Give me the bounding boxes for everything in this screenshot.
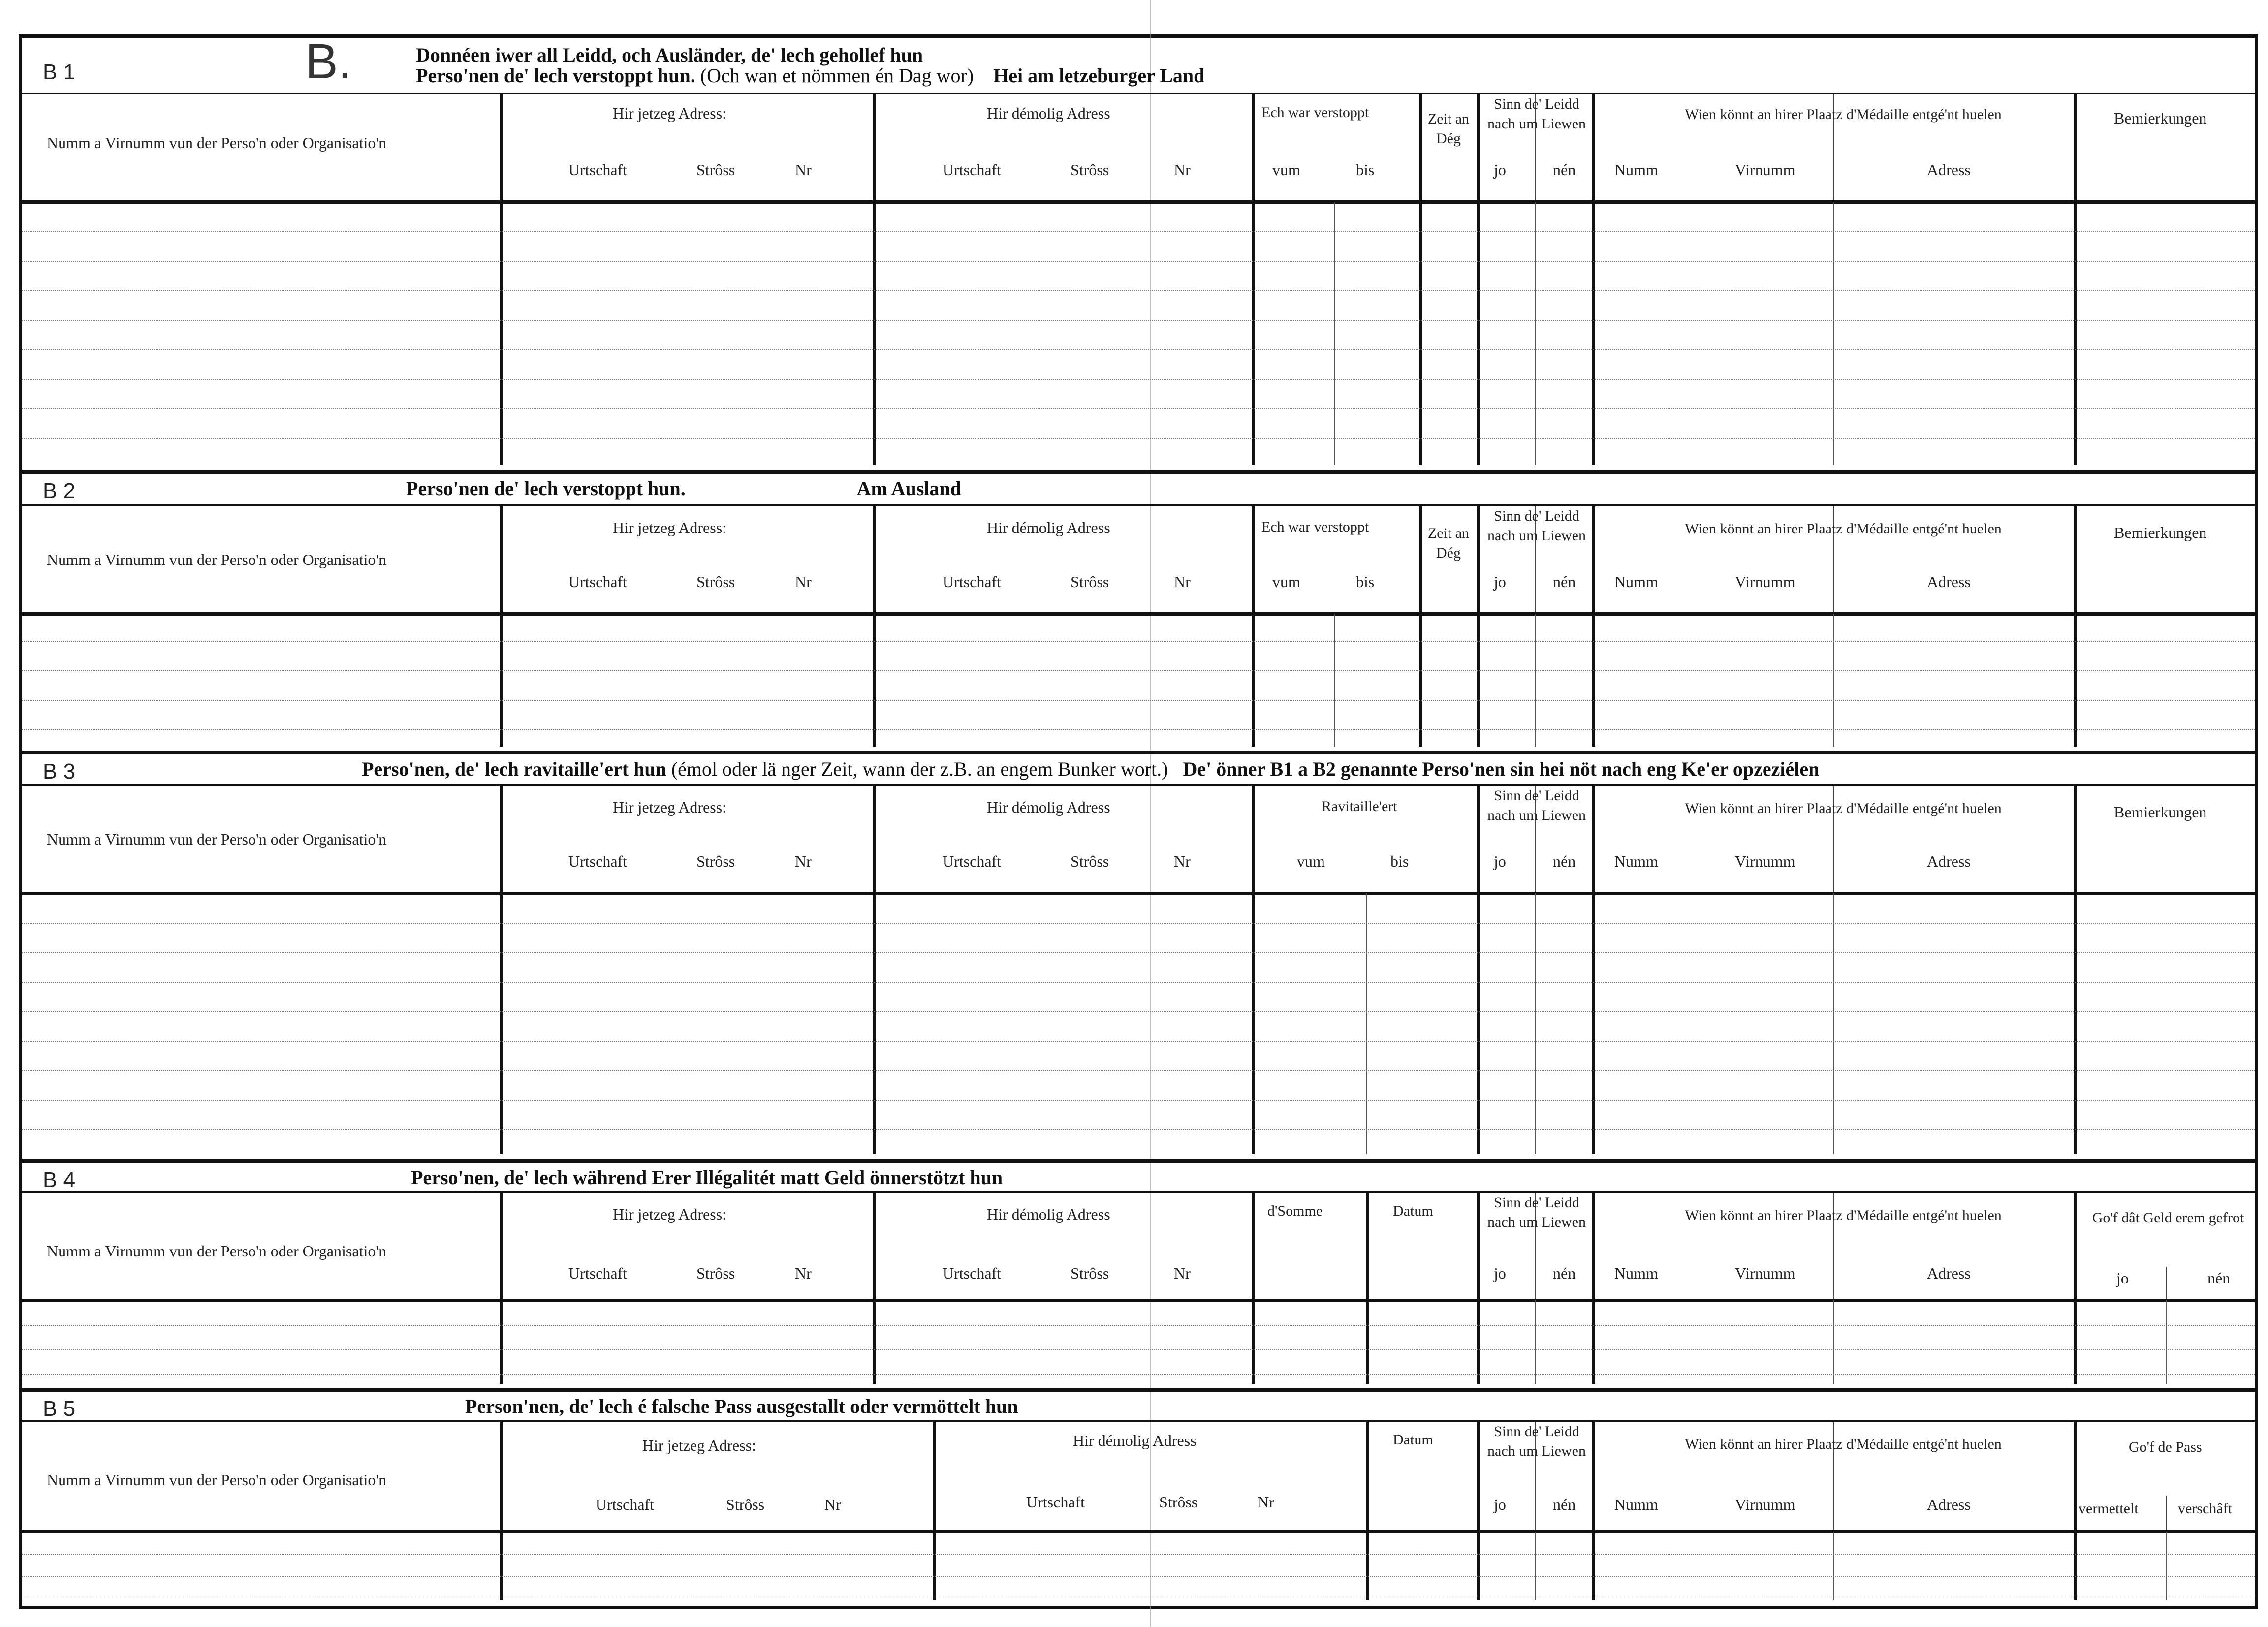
section-title-line1: Donnéen iwer all Leidd, och Ausländer, de' lech gehollef hun [416, 44, 923, 66]
col-surname: Numm [1614, 161, 1658, 179]
col-place: Urtschaft [568, 852, 628, 870]
col-remarks: Bemierkungen [2114, 109, 2207, 127]
title-main: Perso'nen de' lech verstoppt hun. [406, 477, 686, 500]
section-label: B 4 [43, 1168, 76, 1192]
col-name: Numm a Virnumm vun der Perso'n oder Organisatio'n [47, 134, 387, 152]
col-days: Zeit an Dég [1427, 111, 1470, 147]
col-yes: jo [1494, 1496, 1506, 1513]
title-extra: De' önner B1 a B2 genannte Perso'nen sin hei nöt nach eng Ke'er opzeziélen [1183, 758, 1820, 780]
col-number: Nr [795, 1264, 812, 1282]
col-medal: Wien könnt an hirer Plaatz d'Médaille entgé'nt huelen [1685, 521, 2002, 537]
col-medal: Wien könnt an hirer Plaatz d'Médaille entgé'nt huelen [1685, 800, 2002, 816]
section-title [406, 477, 961, 500]
col-address: Adress [1927, 1264, 1971, 1282]
col-place: Urtschaft [943, 1264, 1002, 1282]
col-yes: jo [2116, 1269, 2129, 1287]
section-b4 [22, 1159, 2255, 1388]
col-former-address: Hir démolig Adress [987, 1205, 1110, 1223]
col-survived: Sinn de' Leidd nach um Liewen [1487, 1194, 1586, 1230]
col-firstname: Virnumm [1735, 573, 1796, 591]
col-former-address: Hir démolig Adress [1073, 1432, 1197, 1449]
section-title-line2 [416, 64, 1204, 87]
col-street: Strôss [696, 1264, 735, 1282]
col-surname: Numm [1614, 573, 1658, 591]
col-street: Strôss [1071, 1264, 1109, 1282]
title-note: (émol oder lä nger Zeit, wann der z.B. an engem Bunker wort.) [671, 758, 1168, 780]
section-label: B 2 [43, 479, 76, 503]
col-address: Adress [1927, 1496, 1971, 1513]
col-current-address: Hir jetzeg Adress: [613, 798, 727, 816]
col-sold: verschâft [2178, 1501, 2232, 1517]
section-title: Person'nen, de' lech é falsche Pass ausgestallt oder vermöttelt hun [465, 1395, 1018, 1417]
col-number: Nr [1258, 1493, 1274, 1511]
header-row [22, 1420, 2255, 1533]
col-survived: Sinn de' Leidd nach um Liewen [1487, 787, 1586, 823]
col-place: Urtschaft [568, 1264, 628, 1282]
col-number: Nr [1174, 1264, 1191, 1282]
col-days: Zeit an Dég [1427, 525, 1470, 561]
col-former-address: Hir démolig Adress [987, 519, 1110, 536]
col-surname: Numm [1614, 1264, 1658, 1282]
title-main: Perso'nen de' lech verstoppt hun. [416, 64, 695, 87]
col-firstname: Virnumm [1735, 1496, 1796, 1513]
col-to: bis [1356, 161, 1375, 179]
col-name: Numm a Virnumm vun der Perso'n oder Organisatio'n [47, 551, 387, 568]
col-hidden: Ech war verstoppt [1261, 519, 1369, 535]
col-no: nén [1553, 1496, 1576, 1513]
col-street: Strôss [726, 1496, 765, 1513]
col-address: Adress [1927, 852, 1971, 870]
header-row [22, 784, 2255, 895]
col-current-address: Hir jetzeg Adress: [613, 104, 727, 122]
col-place: Urtschaft [1026, 1493, 1085, 1511]
col-place: Urtschaft [943, 573, 1002, 591]
col-from: vum [1297, 852, 1325, 870]
section-title: Perso'nen, de' lech während Erer Illégalitét matt Geld önnerstötzt hun [411, 1166, 1003, 1189]
entry-area [22, 614, 2255, 747]
col-to: bis [1356, 573, 1375, 591]
col-remarks: Bemierkungen [2114, 524, 2207, 541]
col-no: nén [1553, 573, 1576, 591]
col-place: Urtschaft [568, 161, 628, 179]
col-yes: jo [1494, 852, 1506, 870]
col-hidden: Ech war verstoppt [1261, 104, 1369, 121]
col-former-address: Hir démolig Adress [987, 104, 1110, 122]
col-number: Nr [1174, 161, 1191, 179]
section-label: B 5 [43, 1397, 76, 1421]
col-number: Nr [824, 1496, 841, 1513]
col-date: Datum [1393, 1432, 1433, 1448]
col-no: nén [1553, 1264, 1576, 1282]
header-row [22, 504, 2255, 616]
col-medal: Wien könnt an hirer Plaatz d'Médaille entgé'nt huelen [1685, 106, 2002, 123]
col-street: Strôss [696, 852, 735, 870]
col-street: Strôss [1071, 161, 1109, 179]
col-street: Strôss [696, 573, 735, 591]
col-current-address: Hir jetzeg Adress: [613, 519, 727, 536]
col-to: bis [1390, 852, 1409, 870]
section-b5 [22, 1388, 2255, 1604]
title-note: (Och wan et nömmen én Dag wor) [700, 64, 974, 87]
col-name: Numm a Virnumm vun der Perso'n oder Organisatio'n [47, 830, 387, 848]
col-current-address: Hir jetzeg Adress: [613, 1205, 727, 1223]
col-firstname: Virnumm [1735, 852, 1796, 870]
col-firstname: Virnumm [1735, 161, 1796, 179]
section-title [362, 757, 1819, 781]
col-date: Datum [1393, 1203, 1433, 1219]
section-b3 [22, 751, 2255, 1159]
col-name: Numm a Virnumm vun der Perso'n oder Organisatio'n [47, 1471, 387, 1489]
title-main: Perso'nen, de' lech ravitaille'ert hun [362, 758, 666, 780]
col-no: nén [1553, 852, 1576, 870]
col-number: Nr [1174, 852, 1191, 870]
col-survived: Sinn de' Leidd nach um Liewen [1487, 508, 1586, 544]
col-from: vum [1272, 573, 1300, 591]
col-name: Numm a Virnumm vun der Perso'n oder Organisatio'n [47, 1242, 387, 1260]
col-number: Nr [795, 161, 812, 179]
col-place: Urtschaft [943, 852, 1002, 870]
col-supplied: Ravitaille'ert [1322, 798, 1397, 814]
col-address: Adress [1927, 161, 1971, 179]
col-pass-given: Go'f de Pass [2129, 1439, 2202, 1455]
col-number: Nr [795, 573, 812, 591]
col-mediated: vermettelt [2079, 1501, 2139, 1517]
col-street: Strôss [696, 161, 735, 179]
col-no: nén [1553, 161, 1576, 179]
col-firstname: Virnumm [1735, 1264, 1796, 1282]
col-address: Adress [1927, 573, 1971, 591]
col-street: Strôss [1071, 852, 1109, 870]
section-label: B 1 [43, 60, 76, 84]
section-b1 [22, 34, 2255, 471]
entry-area [22, 1300, 2255, 1384]
col-yes: jo [1494, 573, 1506, 591]
col-number: Nr [795, 852, 812, 870]
col-remarks: Bemierkungen [2114, 803, 2207, 821]
header-row [22, 93, 2255, 204]
col-surname: Numm [1614, 852, 1658, 870]
title-place: Am Ausland [856, 477, 961, 500]
col-former-address: Hir démolig Adress [987, 798, 1110, 816]
entry-area [22, 893, 2255, 1154]
col-medal: Wien könnt an hirer Plaatz d'Médaille entgé'nt huelen [1685, 1207, 2002, 1223]
col-yes: jo [1494, 161, 1506, 179]
entry-area [22, 1532, 2255, 1600]
col-place: Urtschaft [568, 573, 628, 591]
col-yes: jo [1494, 1264, 1506, 1282]
col-place: Urtschaft [596, 1496, 655, 1513]
col-street: Strôss [1071, 573, 1109, 591]
section-b2 [22, 470, 2255, 751]
section-letter: B. [305, 34, 352, 89]
col-money-given: Go'f dât Geld erem gefrot [2092, 1210, 2244, 1226]
entry-area [22, 202, 2255, 465]
col-survived: Sinn de' Leidd nach um Liewen [1487, 1423, 1586, 1459]
col-from: vum [1272, 161, 1300, 179]
title-place: Hei am letzeburger Land [993, 64, 1205, 87]
col-street: Strôss [1159, 1493, 1198, 1511]
col-medal: Wien könnt an hirer Plaatz d'Médaille entgé'nt huelen [1685, 1436, 2002, 1452]
header-row [22, 1191, 2255, 1302]
col-number: Nr [1174, 573, 1191, 591]
col-survived: Sinn de' Leidd nach um Liewen [1487, 96, 1586, 132]
section-label: B 3 [43, 759, 76, 783]
col-surname: Numm [1614, 1496, 1658, 1513]
col-current-address: Hir jetzeg Adress: [642, 1437, 756, 1454]
col-place: Urtschaft [943, 161, 1002, 179]
col-sum: d'Somme [1267, 1203, 1323, 1219]
col-no: nén [2207, 1269, 2231, 1287]
